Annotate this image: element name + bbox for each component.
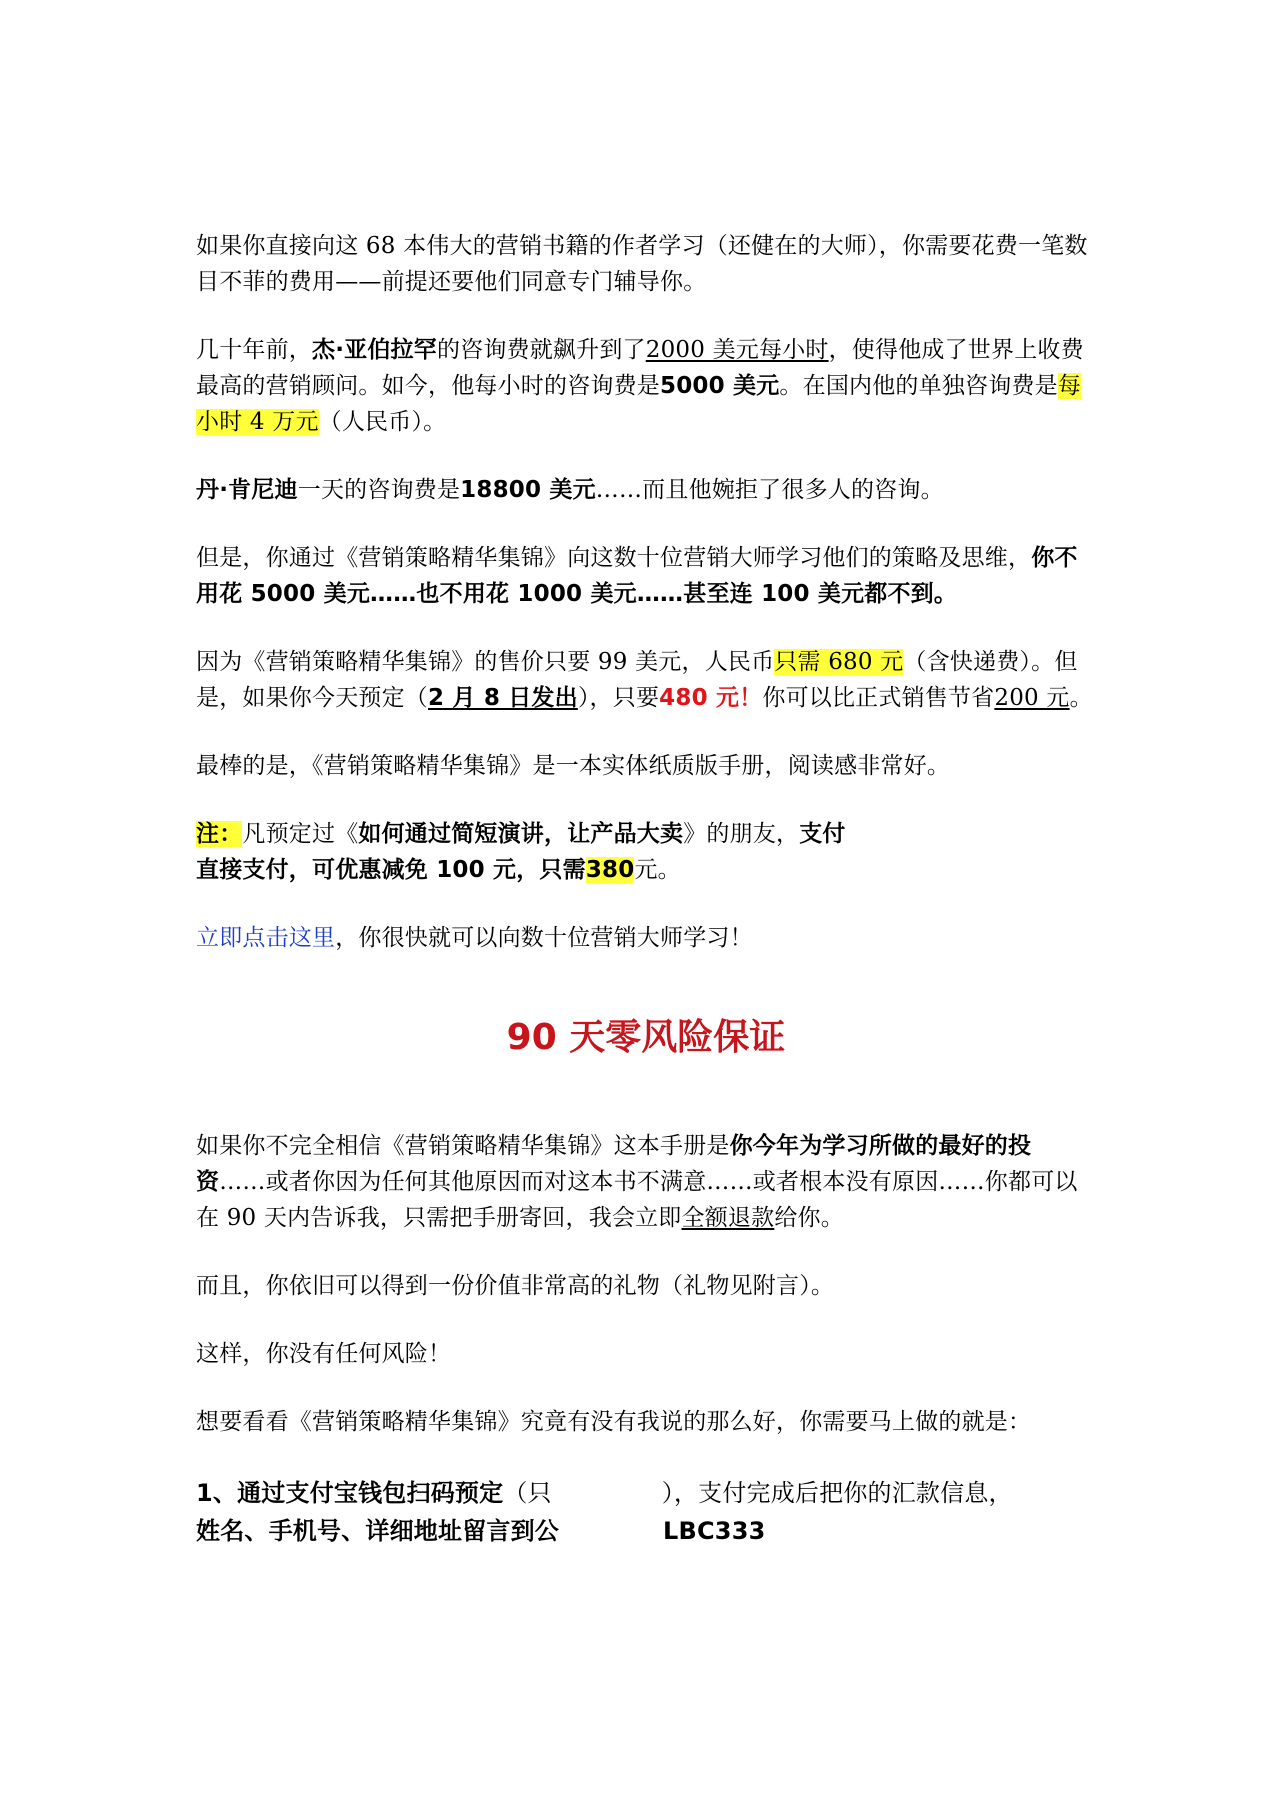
- text-segment: ，使得他成了世界上收费最高的营销顾问。如今，他每小时的咨询费是: [196, 337, 1084, 399]
- paragraph-next-step: 想要看看《营销策略精华集锦》究竟有没有我说的那么好，你需要马上做的就是：: [196, 1409, 1032, 1435]
- paragraph-pricing: [196, 644, 1096, 716]
- text-segment: 凡预定过《: [242, 821, 359, 847]
- text-segment: 几十年前，: [196, 337, 312, 363]
- text-segment: （人民币）。: [318, 409, 447, 435]
- text-segment: 》的朋友，: [683, 821, 800, 847]
- text-segment: 的咨询费就飙升到了: [436, 337, 646, 363]
- price-18800-usd: 18800 美元: [460, 477, 596, 503]
- text-segment: 你可以比正式销售节省: [762, 685, 995, 711]
- name-dan-kennedy: 丹·肯尼迪: [196, 477, 298, 503]
- paragraph-guarantee: [196, 1128, 1096, 1236]
- account-id: LBC333: [663, 1517, 766, 1545]
- paragraph-cta: [196, 920, 1096, 956]
- note-label-highlight: 注：: [196, 821, 243, 847]
- text-segment: 一天的咨询费是: [297, 477, 461, 503]
- price-680-highlight: 只需 680 元: [774, 649, 904, 675]
- text-segment: 元。: [634, 857, 681, 883]
- heading-wrapper: [196, 1016, 1096, 1060]
- text-segment: ……而且他婉拒了很多人的咨询。: [595, 477, 944, 503]
- click-here-link[interactable]: 立即点击这里: [196, 925, 336, 951]
- discount-text: 直接支付，可优惠减免 100 元，只需: [196, 857, 586, 883]
- text-segment: 。在国内他的单独咨询费是: [779, 373, 1058, 399]
- text-segment: ），支付完成后把你的汇款信息，: [661, 1479, 1013, 1507]
- best-investment-bold: 你今年为学习所做的最好的投资: [196, 1133, 1032, 1195]
- paragraph-dan-kennedy: [196, 472, 1096, 508]
- text-segment: ……或者你因为任何其他原因而对这本书不满意……或者根本没有原因……你都可以在 90 天内告诉我，只需把手册寄回，我会立即: [196, 1169, 1078, 1231]
- course-title: 如何通过简短演讲，让产品大卖: [358, 821, 684, 847]
- guarantee-heading: 90 天零风险保证: [506, 1017, 786, 1058]
- document-page: [196, 228, 1096, 1550]
- paragraph-note-discount: [196, 816, 1096, 888]
- text-segment: （含快递费）。但是，如果你今天预定（: [196, 649, 1078, 711]
- ship-date: 2 月 8 日发出: [428, 685, 578, 711]
- step-1-details: 姓名、手机号、详细地址留言到公: [196, 1517, 559, 1545]
- paragraph-value-pitch: [196, 540, 1096, 612]
- price-40000-rmb-highlight: 每小时 4 万元: [196, 373, 1082, 435]
- paragraph-gift: 而且，你依旧可以得到一份价值非常高的礼物（礼物见附言）。: [196, 1273, 835, 1299]
- text-segment: 但是，你通过《营销策略精华集锦》向这数十位营销大师学习他们的策略及思维，: [196, 545, 1032, 571]
- price-5000-usd: 5000 美元: [660, 373, 780, 399]
- text-segment: 如果你不完全相信《营销策略精华集锦》这本手册是: [196, 1133, 730, 1159]
- price-480-red: 480 元！: [659, 685, 763, 711]
- price-380-highlight: 380: [585, 857, 635, 883]
- text-segment: ，你很快就可以向数十位营销大师学习！: [335, 925, 753, 951]
- paragraph-no-risk: 这样，你没有任何风险！: [196, 1341, 452, 1367]
- text-segment-bold: 支付: [799, 821, 846, 847]
- price-comparison-bold: 你不用花 5000 美元……也不用花 1000 美元……甚至连 100 美元都不到。: [196, 545, 1078, 607]
- paragraph-physical-book: 最棒的是，《营销策略精华集锦》是一本实体纸质版手册，阅读感非常好。: [196, 753, 951, 779]
- price-2000-usd: 2000 美元每小时: [645, 337, 829, 363]
- name-jay-abraham: 杰·亚伯拉罕: [312, 337, 437, 363]
- text-segment: 。: [1069, 685, 1093, 711]
- paragraph-consulting-cost: 如果你直接向这 68 本伟大的营销书籍的作者学习（还健在的大师），你需要花费一笔数目不菲的费用——前提还要他们同意专门辅导你。: [196, 233, 1088, 295]
- text-segment: ），只要: [577, 685, 660, 711]
- full-refund: 全额退款: [681, 1205, 775, 1231]
- text-segment: 因为《营销策略精华集锦》的售价只要 99 美元，人民币: [196, 649, 775, 675]
- savings-200: 200 元: [994, 685, 1070, 711]
- paragraph-jay-abraham: [196, 332, 1096, 440]
- text-segment: （只: [503, 1479, 552, 1507]
- text-segment: 给你。: [774, 1205, 844, 1231]
- paragraph-step-1: [196, 1474, 1096, 1550]
- step-1-title: 1、通过支付宝钱包扫码预定: [196, 1479, 504, 1507]
